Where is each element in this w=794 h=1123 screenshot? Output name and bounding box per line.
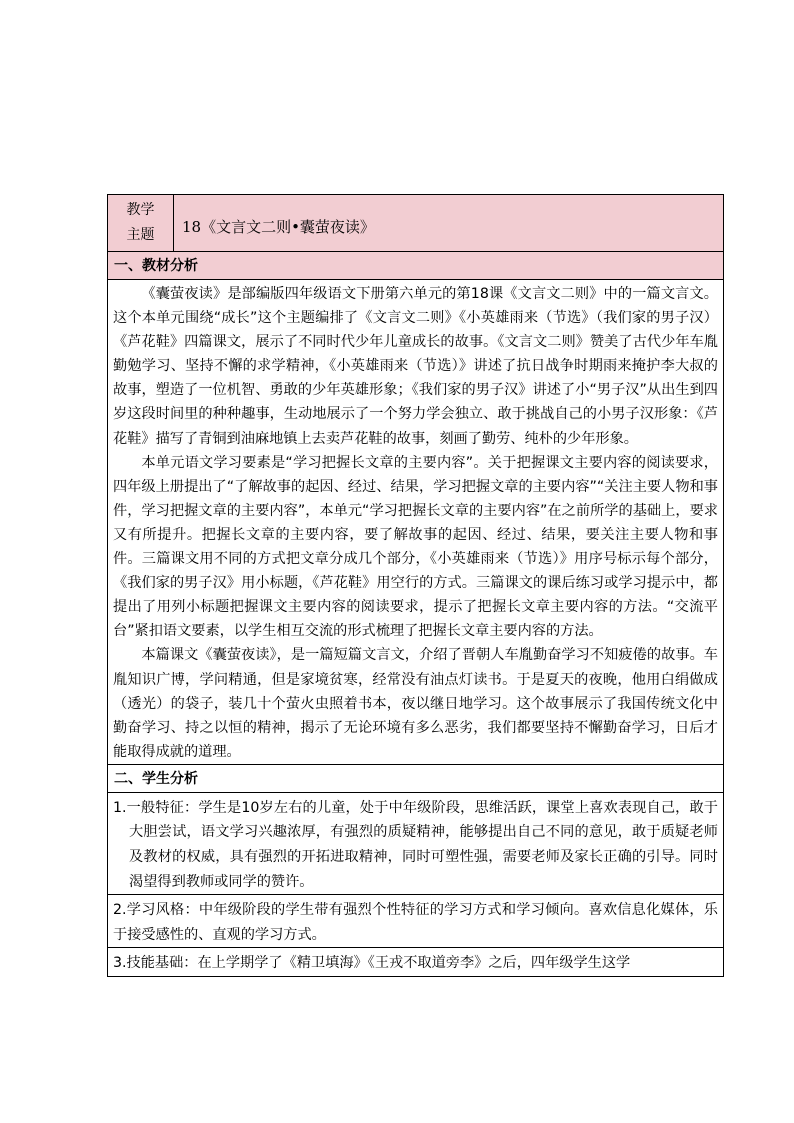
- topic-label-line1: 教学: [126, 202, 155, 218]
- section-title-material-analysis: 一、教材分析: [108, 252, 723, 280]
- student-item-skill-basis: 3.技能基础：在上学期学了《精卫填海》《王戎不取道旁李》之后，四年级学生这学: [113, 955, 631, 972]
- analysis-paragraph: 《囊萤夜读》是部编版四年级语文下册第六单元的第18课《文言文二则》中的一篇文言文。这个本单元围绕“成长”这个主题编排了《文言文二则》《小英雄雨来（节选》（我们家的男子汉）《芦花鞋》四篇课文，展示了不同时代少年儿童成长的故事。《文言文二则》赞美了古代少年车胤勤勉学习、坚持不懈的求学精神，《小英雄雨来（节选）》讲述了抗日战争时期雨来掩护李大叔的故事，塑造了一位机智、勇敢的少年英雄形象；《我们家的男子汉》讲述了小“男子汉”从出生到四岁这段时间里的种种趣事，生动地展示了一个努力学会独立、敢于挑战自己的小男子汉形象：《芦花鞋》描写了青铜到油麻地镇上去卖芦花鞋的故事，刻画了勤劳、纯朴的少年形象。: [113, 286, 718, 447]
- student-item-general: 1.一般特征：学生是10岁左右的儿童，处于中年级阶段，思维活跃，课堂上喜欢表现自己，敢于大胆尝试，语文学习兴趣浓厚，有强烈的质疑精神，能够提出自己不同的意见，敢于质疑老师及教材的权威，具有强烈的开拓进取精神，同时可塑性强，需要老师及家长正确的引导。同时渴望得到教师或同学的赞许。: [108, 793, 723, 895]
- section-title-student-analysis: 二、学生分析: [108, 765, 723, 793]
- lesson-plan-table: [107, 194, 724, 977]
- material-analysis-body: [108, 280, 723, 765]
- student-item-learning-style: 2.学习风格：中年级阶段的学生带有强烈个性特征的学习方式和学习倾向。喜欢信息化媒体，乐于接受感性的、直观的学习方式。: [108, 895, 723, 948]
- topic-label-line2: 主题: [126, 227, 155, 243]
- student-analysis-body: [108, 793, 723, 976]
- analysis-paragraph: 本单元语文学习要素是“学习把握长文章的主要内容”。关于把握课文主要内容的阅读要求，四年级上册提出了“了解故事的起因、经过、结果，学习把握文章的主要内容”“关注主要人物和事件，学习把握文章的主要内容”，本单元“学习把握长文章的主要内容”在之前所学的基础上，要求又有所提升。把握长文章的主要内容，要了解故事的起因、经过、结果，要关注主要人物和事件。三篇课文用不同的方式把文章分成几个部分，《小英雄雨来（节选）》用序号标示每个部分，《我们家的男子汉》用小标题，《芦花鞋》用空行的方式。三篇课文的课后练习或学习提示中，都提出了用列小标题把握课文主要内容的阅读要求，提示了把握长文章主要内容的方法。“交流平台”紧扣语文要素，以学生相互交流的形式梳理了把握长文章主要内容的方法。: [113, 454, 718, 640]
- analysis-paragraph: 本篇课文《囊萤夜读》，是一篇短篇文言文，介绍了晋朝人车胤勤奋学习不知疲倦的故事。车胤知识广博，学问精通，但是家境贫寒，经常没有油点灯读书。于是夏天的夜晚，他用白绢做成（透光）的袋子，装几十个萤火虫照着书本，夜以继日地学习。这个故事展示了我国传统文化中勤奋学习、持之以恒的精神，揭示了无论环境有多么恶劣，我们都要坚持不懈勤奋学习，日后才能取得成就的道理。: [113, 647, 718, 760]
- topic-value: 18《文言文二则•囊萤夜读》: [182, 217, 375, 236]
- topic-label: [108, 195, 174, 251]
- topic-row: [108, 195, 723, 252]
